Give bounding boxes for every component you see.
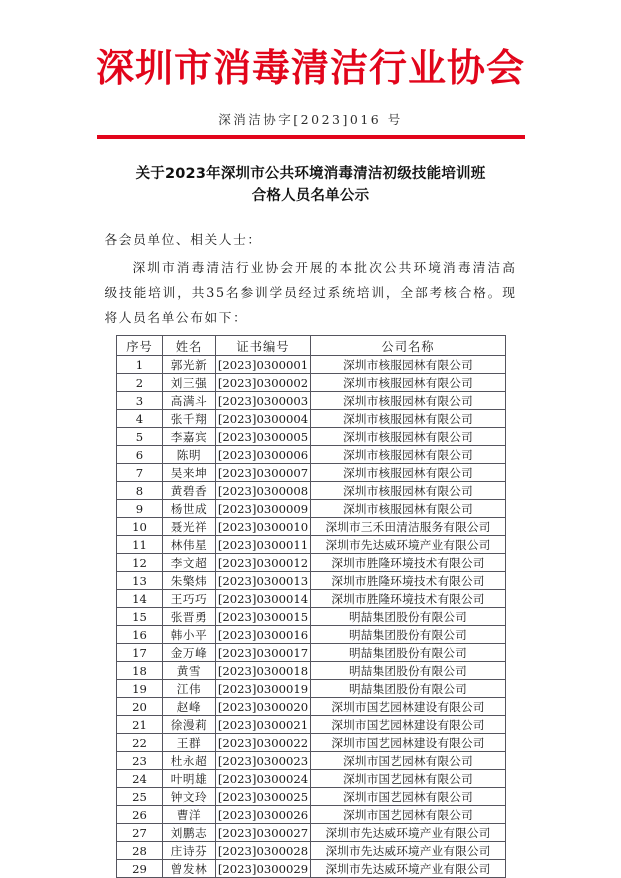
cell-company-name: 深圳市国艺园林有限公司 (311, 770, 506, 788)
cell-name: 曾发林 (163, 860, 216, 878)
roster-table-body (117, 356, 506, 878)
cell-name: 黄碧香 (163, 482, 216, 500)
cell-certificate-number: [2023]0300015 (216, 608, 311, 626)
table-row (117, 752, 506, 770)
table-header-row (117, 336, 506, 356)
table-row (117, 374, 506, 392)
cell-sequence: 26 (117, 806, 163, 824)
document-number: 深消洁协字[2023]016 号 (218, 112, 403, 127)
cell-sequence: 6 (117, 446, 163, 464)
cell-company-name: 深圳市核服园林有限公司 (311, 500, 506, 518)
cell-name: 王巧巧 (163, 590, 216, 608)
salutation: 各会员单位、相关人士： (104, 232, 262, 247)
cell-sequence: 17 (117, 644, 163, 662)
organization-title: 深圳市消毒清洁行业协会 (95, 46, 525, 90)
cell-certificate-number: [2023]0300013 (216, 572, 311, 590)
cell-sequence: 21 (117, 716, 163, 734)
cell-company-name: 深圳市国艺园林建设有限公司 (311, 716, 506, 734)
cell-sequence: 1 (117, 356, 163, 374)
cell-company-name: 明喆集团股份有限公司 (311, 644, 506, 662)
table-row (117, 572, 506, 590)
cell-sequence: 27 (117, 824, 163, 842)
cell-certificate-number: [2023]0300020 (216, 698, 311, 716)
cell-certificate-number: [2023]0300016 (216, 626, 311, 644)
roster-table (116, 335, 506, 878)
cell-name: 陈明 (163, 446, 216, 464)
cell-company-name: 深圳市胜隆环境技术有限公司 (311, 554, 506, 572)
cell-company-name: 深圳市核服园林有限公司 (311, 410, 506, 428)
cell-name: 金万峰 (163, 644, 216, 662)
cell-name: 林伟星 (163, 536, 216, 554)
cell-sequence: 13 (117, 572, 163, 590)
table-row (117, 554, 506, 572)
table-row (117, 824, 506, 842)
cell-certificate-number: [2023]0300002 (216, 374, 311, 392)
cell-sequence: 3 (117, 392, 163, 410)
cell-sequence: 29 (117, 860, 163, 878)
table-row (117, 788, 506, 806)
roster-table-container (116, 335, 505, 878)
cell-company-name: 深圳市核服园林有限公司 (311, 446, 506, 464)
table-row (117, 842, 506, 860)
table-row (117, 482, 506, 500)
cell-certificate-number: [2023]0300018 (216, 662, 311, 680)
table-row (117, 392, 506, 410)
table-row (117, 500, 506, 518)
table-row (117, 698, 506, 716)
cell-company-name: 深圳市核服园林有限公司 (311, 464, 506, 482)
table-row (117, 662, 506, 680)
cell-name: 杨世成 (163, 500, 216, 518)
cell-name: 朱檠炜 (163, 572, 216, 590)
cell-certificate-number: [2023]0300004 (216, 410, 311, 428)
cell-sequence: 14 (117, 590, 163, 608)
cell-certificate-number: [2023]0300009 (216, 500, 311, 518)
table-row (117, 644, 506, 662)
cell-name: 徐漫莉 (163, 716, 216, 734)
cell-name: 庄诗芬 (163, 842, 216, 860)
cell-company-name: 深圳市国艺园林建设有限公司 (311, 734, 506, 752)
cell-company-name: 深圳市先达威环境产业有限公司 (311, 824, 506, 842)
cell-certificate-number: [2023]0300027 (216, 824, 311, 842)
cell-sequence: 25 (117, 788, 163, 806)
cell-certificate-number: [2023]0300029 (216, 860, 311, 878)
page-title (101, 163, 521, 207)
cell-certificate-number: [2023]0300028 (216, 842, 311, 860)
table-row (117, 680, 506, 698)
cell-name: 张晋勇 (163, 608, 216, 626)
table-row (117, 518, 506, 536)
cell-company-name: 深圳市胜隆环境技术有限公司 (311, 590, 506, 608)
cell-name: 李嘉宾 (163, 428, 216, 446)
cell-company-name: 深圳市核服园林有限公司 (311, 356, 506, 374)
cell-company-name: 深圳市国艺园林建设有限公司 (311, 698, 506, 716)
cell-name: 高满斗 (163, 392, 216, 410)
column-header-sequence: 序号 (117, 336, 163, 356)
cell-certificate-number: [2023]0300001 (216, 356, 311, 374)
table-row (117, 590, 506, 608)
cell-sequence: 9 (117, 500, 163, 518)
cell-certificate-number: [2023]0300014 (216, 590, 311, 608)
page-title-line-2: 合格人员名单公示 (251, 188, 370, 204)
column-header-company-name: 公司名称 (311, 336, 506, 356)
cell-certificate-number: [2023]0300021 (216, 716, 311, 734)
cell-sequence: 24 (117, 770, 163, 788)
table-row (117, 356, 506, 374)
table-row (117, 446, 506, 464)
table-row (117, 806, 506, 824)
column-header-name: 姓名 (163, 336, 216, 356)
cell-sequence: 10 (117, 518, 163, 536)
cell-company-name: 深圳市国艺园林有限公司 (311, 806, 506, 824)
cell-certificate-number: [2023]0300010 (216, 518, 311, 536)
cell-company-name: 深圳市三禾田清洁服务有限公司 (311, 518, 506, 536)
cell-name: 黄雪 (163, 662, 216, 680)
cell-name: 曹洋 (163, 806, 216, 824)
table-row (117, 860, 506, 878)
cell-sequence: 16 (117, 626, 163, 644)
cell-certificate-number: [2023]0300019 (216, 680, 311, 698)
cell-sequence: 2 (117, 374, 163, 392)
cell-name: 李文超 (163, 554, 216, 572)
cell-certificate-number: [2023]0300005 (216, 428, 311, 446)
body-paragraph: 深圳市消毒清洁行业协会开展的本批次公共环境消毒清洁高级技能培训，共35名参训学员经过系统培训，全部考核合格。现将人员名单公布如下： (104, 260, 517, 325)
table-row (117, 770, 506, 788)
cell-certificate-number: [2023]0300011 (216, 536, 311, 554)
roster-table-head (117, 336, 506, 356)
cell-certificate-number: [2023]0300022 (216, 734, 311, 752)
cell-company-name: 深圳市先达威环境产业有限公司 (311, 860, 506, 878)
cell-company-name: 深圳市国艺园林有限公司 (311, 752, 506, 770)
cell-sequence: 4 (117, 410, 163, 428)
cell-name: 韩小平 (163, 626, 216, 644)
page-title-line-1: 关于2023年深圳市公共环境消毒清洁初级技能培训班 (135, 166, 486, 182)
cell-company-name: 深圳市国艺园林有限公司 (311, 788, 506, 806)
cell-certificate-number: [2023]0300003 (216, 392, 311, 410)
cell-name: 聂光祥 (163, 518, 216, 536)
cell-company-name: 明喆集团股份有限公司 (311, 662, 506, 680)
cell-name: 杜永超 (163, 752, 216, 770)
cell-certificate-number: [2023]0300024 (216, 770, 311, 788)
body-text (105, 227, 517, 330)
table-row (117, 428, 506, 446)
cell-sequence: 28 (117, 842, 163, 860)
cell-company-name: 深圳市胜隆环境技术有限公司 (311, 572, 506, 590)
cell-company-name: 深圳市核服园林有限公司 (311, 392, 506, 410)
cell-sequence: 19 (117, 680, 163, 698)
cell-name: 刘鹏志 (163, 824, 216, 842)
cell-certificate-number: [2023]0300006 (216, 446, 311, 464)
cell-sequence: 7 (117, 464, 163, 482)
table-row (117, 410, 506, 428)
cell-name: 叶明雄 (163, 770, 216, 788)
table-row (117, 716, 506, 734)
cell-name: 张千翔 (163, 410, 216, 428)
table-row (117, 608, 506, 626)
cell-name: 郭光新 (163, 356, 216, 374)
letterhead (0, 0, 621, 139)
cell-company-name: 深圳市先达威环境产业有限公司 (311, 842, 506, 860)
cell-sequence: 8 (117, 482, 163, 500)
cell-name: 赵峰 (163, 698, 216, 716)
cell-company-name: 深圳市核服园林有限公司 (311, 374, 506, 392)
cell-company-name: 深圳市先达威环境产业有限公司 (311, 536, 506, 554)
cell-company-name: 深圳市核服园林有限公司 (311, 482, 506, 500)
cell-name: 刘三强 (163, 374, 216, 392)
cell-company-name: 明喆集团股份有限公司 (311, 608, 506, 626)
cell-certificate-number: [2023]0300026 (216, 806, 311, 824)
cell-sequence: 5 (117, 428, 163, 446)
cell-company-name: 明喆集团股份有限公司 (311, 626, 506, 644)
table-row (117, 464, 506, 482)
cell-sequence: 12 (117, 554, 163, 572)
cell-name: 吴来坤 (163, 464, 216, 482)
cell-certificate-number: [2023]0300007 (216, 464, 311, 482)
table-row (117, 626, 506, 644)
cell-sequence: 22 (117, 734, 163, 752)
cell-certificate-number: [2023]0300012 (216, 554, 311, 572)
cell-sequence: 18 (117, 662, 163, 680)
cell-certificate-number: [2023]0300017 (216, 644, 311, 662)
column-header-certificate-number: 证书编号 (216, 336, 311, 356)
cell-company-name: 明喆集团股份有限公司 (311, 680, 506, 698)
cell-name: 王群 (163, 734, 216, 752)
table-row (117, 536, 506, 554)
red-divider-rule (97, 135, 525, 139)
cell-sequence: 15 (117, 608, 163, 626)
cell-sequence: 23 (117, 752, 163, 770)
cell-certificate-number: [2023]0300008 (216, 482, 311, 500)
cell-certificate-number: [2023]0300025 (216, 788, 311, 806)
cell-name: 钟文玲 (163, 788, 216, 806)
cell-certificate-number: [2023]0300023 (216, 752, 311, 770)
cell-name: 江伟 (163, 680, 216, 698)
cell-company-name: 深圳市核服园林有限公司 (311, 428, 506, 446)
cell-sequence: 20 (117, 698, 163, 716)
table-row (117, 734, 506, 752)
cell-sequence: 11 (117, 536, 163, 554)
